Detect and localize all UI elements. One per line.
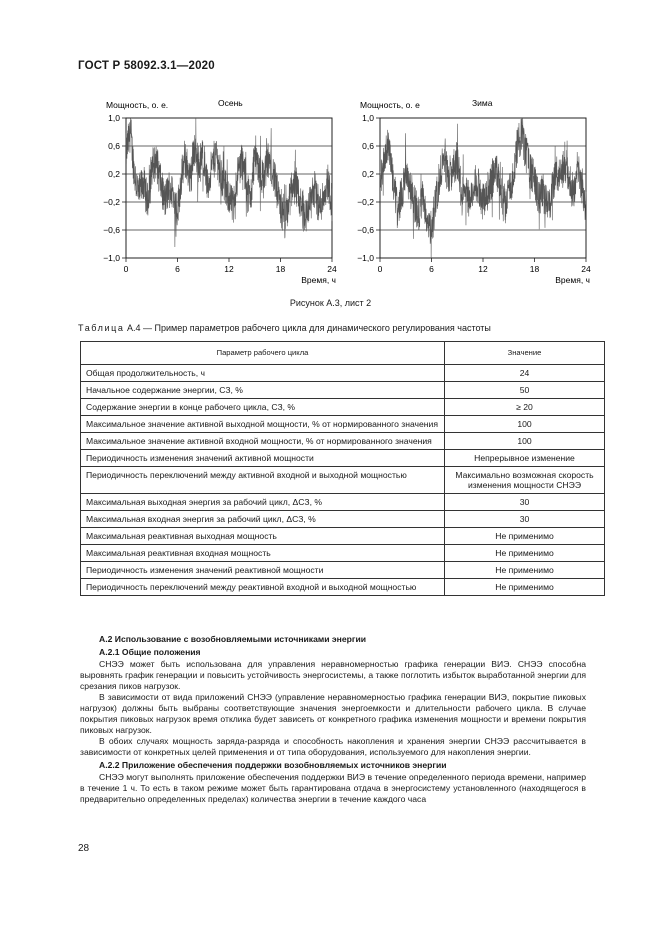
table-row bbox=[81, 562, 605, 579]
chart-autumn-xtick-label: 12 bbox=[224, 264, 234, 274]
table-row bbox=[81, 399, 605, 416]
document-header: ГОСТ Р 58092.3.1—2020 bbox=[78, 60, 215, 72]
chart-autumn-plot bbox=[126, 118, 332, 247]
table-cell-value: Максимально возможная скорость изменения мощности СНЭЭ bbox=[445, 467, 605, 494]
page-number: 28 bbox=[78, 843, 90, 854]
chart-autumn-svg bbox=[78, 96, 348, 291]
table-cell-value: Не применимо bbox=[445, 528, 605, 545]
paragraph: СНЭЭ может быть использована для управления неравномерностью графика генерации ВИЭ. СНЭЭ способна выровнять график генерации и повысить устойчивость энергосистемы, а также поглотить избыток выработанной энергии для срезания пиков нагрузок. bbox=[80, 659, 586, 691]
table-title-label: Таблица bbox=[78, 323, 125, 333]
chart-winter-xlabel: Время, ч bbox=[555, 275, 590, 285]
table-row bbox=[81, 467, 605, 494]
table-cell-value: 100 bbox=[445, 416, 605, 433]
chart-winter-svg bbox=[332, 96, 602, 291]
table-cell-value: 30 bbox=[445, 494, 605, 511]
table-cell-parameter: Максимальная реактивная выходная мощность bbox=[81, 528, 445, 545]
table-cell-value: ≥ 20 bbox=[445, 399, 605, 416]
chart-autumn-grid bbox=[126, 118, 332, 258]
chart-autumn-xtick-label: 24 bbox=[327, 264, 337, 274]
table-cell-value: 30 bbox=[445, 511, 605, 528]
section-body bbox=[80, 632, 586, 805]
section-a22-heading: А.2.2 Приложение обеспечения поддержки возобновляемых источников энергии bbox=[99, 760, 447, 770]
chart-winter-ytick-label: 1,0 bbox=[362, 113, 374, 123]
table-row bbox=[81, 433, 605, 450]
chart-winter bbox=[332, 96, 602, 296]
chart-autumn-xtick-label: 0 bbox=[123, 264, 129, 274]
chart-winter-yticks bbox=[357, 113, 380, 263]
table-cell-value: 50 bbox=[445, 382, 605, 399]
chart-winter-xtick-label: 0 bbox=[377, 264, 383, 274]
chart-winter-plot bbox=[380, 118, 586, 258]
section-a21-heading: А.2.1 Общие положения bbox=[99, 647, 201, 657]
table-cell-value: Не применимо bbox=[445, 545, 605, 562]
table-cell-parameter: Периодичность изменения значений реактивной мощности bbox=[81, 562, 445, 579]
chart-autumn-ytick-label: 0,2 bbox=[108, 169, 120, 179]
table-cell-parameter: Периодичность изменения значений активной мощности bbox=[81, 450, 445, 467]
table-cell-parameter: Максимальное значение активной входной мощности, % от нормированного значения bbox=[81, 433, 445, 450]
chart-winter-ylabel: Мощность, о. е bbox=[360, 100, 420, 110]
table-header-row bbox=[81, 342, 605, 365]
chart-autumn-title: Осень bbox=[218, 98, 243, 108]
table-header-parameter: Параметр рабочего цикла bbox=[81, 342, 445, 365]
table-row bbox=[81, 365, 605, 382]
table-cell-value: Не применимо bbox=[445, 562, 605, 579]
chart-winter-xtick-label: 12 bbox=[478, 264, 488, 274]
chart-winter-xtick-label: 18 bbox=[529, 264, 540, 274]
chart-winter-title: Зима bbox=[472, 98, 493, 108]
chart-winter-xtick-label: 6 bbox=[429, 264, 434, 274]
chart-autumn-ytick-label: −1,0 bbox=[103, 253, 120, 263]
chart-autumn-ytick-label: 1,0 bbox=[108, 113, 120, 123]
chart-winter-xtick-label: 24 bbox=[581, 264, 591, 274]
chart-winter-ytick-label: −0,6 bbox=[357, 225, 374, 235]
table-title-text: А.4 — Пример параметров рабочего цикла для динамического регулирования частоты bbox=[124, 323, 491, 333]
table-row bbox=[81, 416, 605, 433]
table-cell-parameter: Периодичность переключений между реактивной входной и выходной мощностью bbox=[81, 579, 445, 596]
figure-caption: Рисунок А.3, лист 2 bbox=[289, 298, 372, 308]
table-row bbox=[81, 528, 605, 545]
paragraph: В зависимости от вида приложений СНЭЭ (управление неравномерностью графика генерации ВИЭ, покрытие пиковых нагрузок) должны быть выбраны соответствующие значения энергоемкости и длительности рабочего цикла. В случае покрытия пиковых нагрузок время отклика будет зависеть от конкретного графика изменения мощности и времени покрытия пиковых нагрузок. bbox=[80, 692, 586, 735]
table-cell-parameter: Максимальная реактивная входная мощность bbox=[81, 545, 445, 562]
table-cell-value: Непрерывное изменение bbox=[445, 450, 605, 467]
chart-autumn-frame bbox=[126, 118, 332, 258]
paragraph: СНЭЭ могут выполнять приложение обеспечения поддержки ВИЭ в течение определенного периода времени, например в течение 1 ч. То есть в таком режиме может быть гарантирована отдача в энергосистему установленного (находящегося в предварительно определенных пределах) количества энергии в течение каждого часа bbox=[80, 772, 586, 804]
chart-winter-ytick-label: −1,0 bbox=[357, 253, 374, 263]
chart-autumn-ytick-label: 0,6 bbox=[108, 141, 120, 151]
table-header-value: Значение bbox=[445, 342, 605, 365]
table-row bbox=[81, 382, 605, 399]
chart-autumn-xtick-label: 18 bbox=[275, 264, 286, 274]
table-row bbox=[81, 494, 605, 511]
chart-winter-xticks bbox=[378, 258, 591, 274]
parameters-table bbox=[80, 341, 605, 596]
chart-winter-ytick-label: 0,2 bbox=[362, 169, 374, 179]
chart-autumn bbox=[78, 96, 348, 296]
chart-winter-ytick-label: 0,6 bbox=[362, 141, 374, 151]
chart-autumn-ylabel: Мощность, о. е. bbox=[106, 100, 169, 110]
table-cell-parameter: Периодичность переключений между активной входной и выходной мощностью bbox=[81, 467, 445, 494]
section-a2-heading: А.2 Использование с возобновляемыми источниками энергии bbox=[99, 634, 367, 644]
table-cell-parameter: Общая продолжительность, ч bbox=[81, 365, 445, 382]
table-row bbox=[81, 579, 605, 596]
table-cell-parameter: Максимальная выходная энергия за рабочий цикл, ΔСЗ, % bbox=[81, 494, 445, 511]
table-cell-parameter: Максимальная входная энергия за рабочий цикл, ΔСЗ, % bbox=[81, 511, 445, 528]
chart-autumn-series-line bbox=[126, 118, 332, 247]
table-cell-value: Не применимо bbox=[445, 579, 605, 596]
table-cell-value: 100 bbox=[445, 433, 605, 450]
chart-autumn-xlabel: Время, ч bbox=[301, 275, 336, 285]
table-row bbox=[81, 450, 605, 467]
table-cell-value: 24 bbox=[445, 365, 605, 382]
table-title bbox=[78, 323, 491, 333]
table-row bbox=[81, 545, 605, 562]
chart-autumn-ytick-label: −0,2 bbox=[103, 197, 120, 207]
table-cell-parameter: Содержание энергии в конце рабочего цикла, СЗ, % bbox=[81, 399, 445, 416]
chart-winter-ytick-label: −0,2 bbox=[357, 197, 374, 207]
table-cell-parameter: Начальное содержание энергии, СЗ, % bbox=[81, 382, 445, 399]
chart-autumn-xticks bbox=[124, 258, 337, 274]
chart-autumn-xtick-label: 6 bbox=[175, 264, 180, 274]
chart-winter-series-line bbox=[380, 118, 586, 258]
paragraph: В обоих случаях мощность заряда-разряда и способность накопления и хранения энергии СНЭЭ рассчитывается в зависимости от конкретных целей применения и от типа оборудования, используемого для накопления энергии. bbox=[80, 736, 586, 757]
chart-autumn-ytick-label: −0,6 bbox=[103, 225, 120, 235]
chart-autumn-yticks bbox=[103, 113, 126, 263]
table-row bbox=[81, 511, 605, 528]
table-cell-parameter: Максимальное значение активной выходной мощности, % от нормированного значения bbox=[81, 416, 445, 433]
